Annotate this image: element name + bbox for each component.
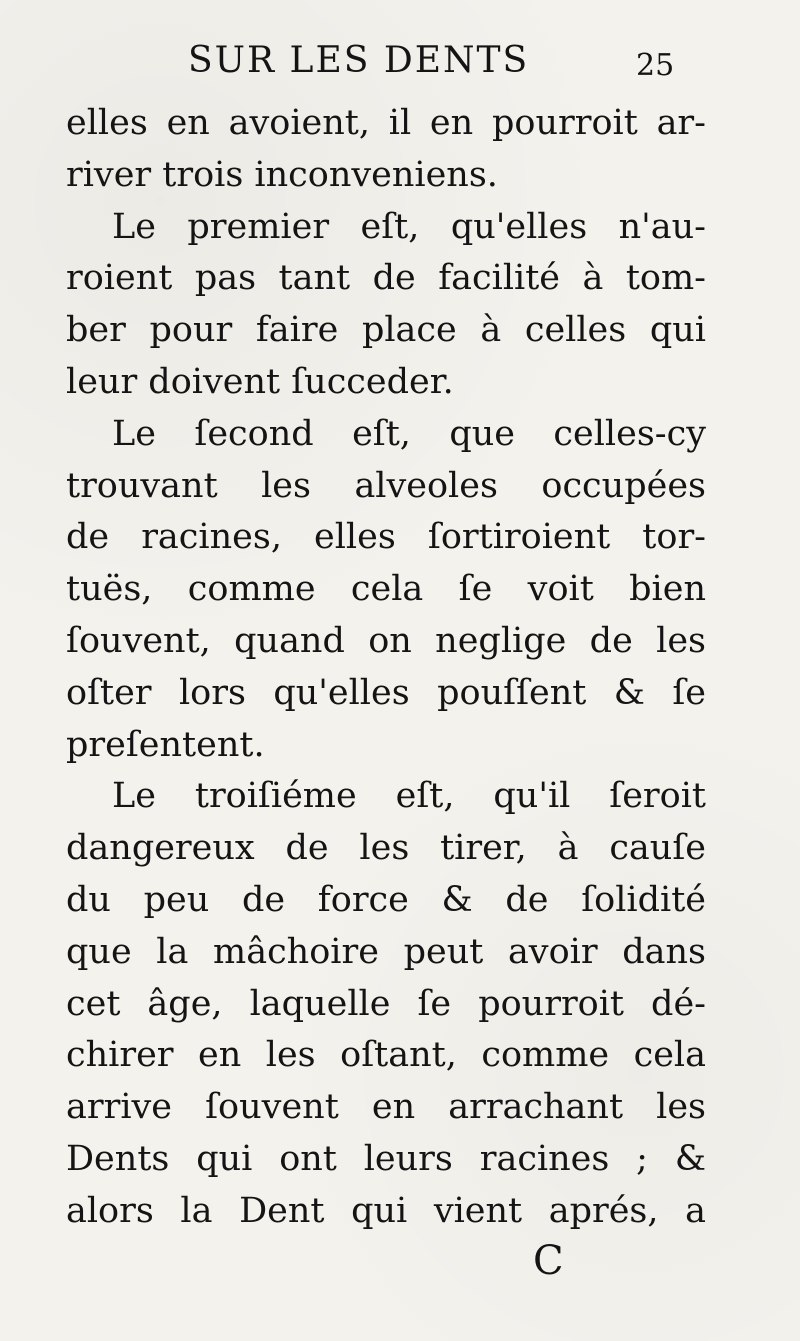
text-line: leur doivent ſucceder. <box>66 361 454 402</box>
text-line: chirer en les oſtant, comme cela <box>66 1035 706 1076</box>
text-line: dangereux de les tirer, à cauſe <box>66 828 706 869</box>
text-line: roient pas tant de facilité à tom- <box>66 258 706 299</box>
text-line: tuës, comme cela ſe voit bien <box>66 569 706 610</box>
text-line: Le troiſiéme eſt, qu'il ſeroit <box>112 776 706 817</box>
text-line: Le premier eſt, qu'elles n'au- <box>112 206 706 247</box>
text-line: alors la Dent qui vient aprés, a <box>66 1190 706 1231</box>
text-line: Dents qui ont leurs racines ; & <box>66 1138 706 1179</box>
text-line: river trois inconveniens. <box>66 154 498 195</box>
text-line: ber pour faire place à celles qui <box>66 310 706 351</box>
text-line: preſentent. <box>66 724 265 765</box>
text-line: que la mâchoire peut avoir dans <box>66 931 706 972</box>
text-line: trouvant les alveoles occupées <box>66 465 706 506</box>
page-number: 25 <box>636 48 675 83</box>
running-head <box>188 40 688 90</box>
text-line: ſouvent, quand on neglige de les <box>66 620 706 661</box>
text-line: Le ſecond eſt, que celles-cy <box>112 413 706 454</box>
signature-mark: C <box>533 1238 564 1284</box>
text-line: cet âge, laquelle ſe pourroit dé- <box>66 983 706 1024</box>
running-title: SUR LES DENTS <box>188 40 530 81</box>
text-line: de racines, elles ſortiroient tor- <box>66 517 706 558</box>
text-line: oſter lors qu'elles pouſſent & ſe <box>66 672 706 713</box>
main-text <box>66 98 706 1238</box>
text-line: du peu de force & de ſolidité <box>66 879 706 920</box>
text-line: elles en avoient, il en pourroit ar- <box>66 103 706 143</box>
text-line: arrive ſouvent en arrachant les <box>66 1087 706 1128</box>
